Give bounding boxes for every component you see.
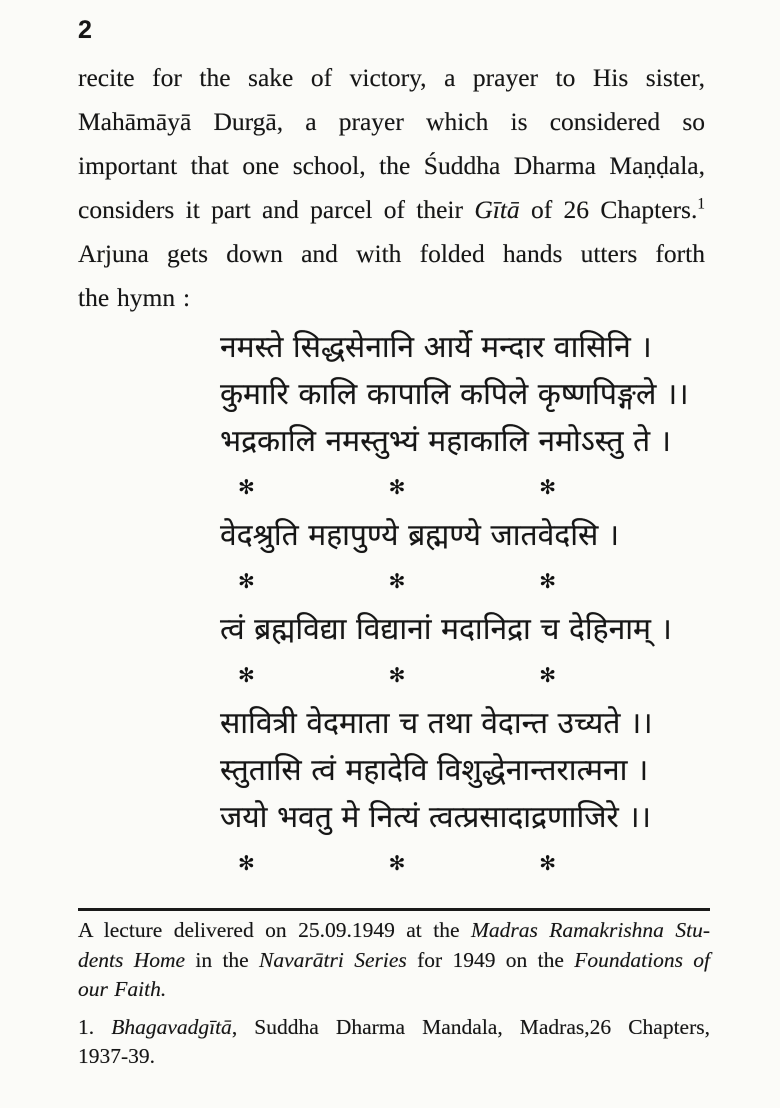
paragraph-line: the hymn : bbox=[78, 283, 191, 312]
asterisk-glyph: ✻ bbox=[238, 474, 255, 499]
page-number: 2 bbox=[78, 16, 93, 44]
footnote-line: our Faith. bbox=[78, 977, 167, 1001]
asterisk-separator-row bbox=[238, 651, 556, 698]
asterisk-glyph: ✻ bbox=[388, 474, 406, 499]
footnote-line: 1. Bhagavadgītā, Suddha Dharma Mandala, Madras,26 Chapters, bbox=[78, 1014, 710, 1039]
sanskrit-verse-line: नमस्ते सिद्धसेनानि आर्ये मन्दार वासिनि । bbox=[220, 330, 652, 365]
asterisk-glyph: ✻ bbox=[539, 850, 556, 875]
asterisk-glyph: ✻ bbox=[238, 568, 255, 593]
lecture-footnote bbox=[78, 916, 710, 1005]
paragraph-line: recite for the sake of victory, a prayer to His sister, bbox=[78, 63, 705, 92]
asterisk-glyph: ✻ bbox=[539, 662, 556, 687]
sanskrit-verse-line: त्वं ब्रह्मविद्या विद्यानां मदानिद्रा च देहिनाम् । bbox=[220, 612, 672, 647]
asterisk-glyph: ✻ bbox=[388, 850, 406, 875]
citation-footnote bbox=[78, 1013, 710, 1072]
sanskrit-verse-line: सावित्री वेदमाता च तथा वेदान्त उच्यते ।। bbox=[220, 706, 653, 741]
sanskrit-verse-line: स्तुतासि त्वं महादेवि विशुद्धेनान्तरात्मना । bbox=[220, 753, 649, 788]
asterisk-separator-row bbox=[238, 839, 556, 886]
footnote-divider bbox=[78, 908, 710, 911]
sanskrit-hymn-block bbox=[220, 322, 689, 886]
paragraph-line: considers it part and parcel of their Gītā of 26 Chapters.$^1$ bbox=[78, 195, 705, 224]
sanskrit-verse-line: कुमारि कालि कापालि कपिले कृष्णपिङ्गले ।। bbox=[220, 377, 689, 412]
asterisk-glyph: ✻ bbox=[238, 662, 255, 687]
footnote-line: dents Home in the Navarātri Series for 1949 on the Foundations of bbox=[78, 947, 710, 972]
asterisk-glyph: ✻ bbox=[539, 568, 556, 593]
intro-paragraph bbox=[78, 56, 705, 320]
asterisk-glyph: ✻ bbox=[238, 850, 255, 875]
asterisk-glyph: ✻ bbox=[388, 568, 406, 593]
sanskrit-verse-line: वेदश्रुति महापुण्ये ब्रह्मण्ये जातवेदसि । bbox=[220, 518, 620, 553]
paragraph-line: Arjuna gets down and with folded hands utters forth bbox=[78, 239, 705, 268]
paragraph-line: Mahāmāyā Durgā, a prayer which is considered so bbox=[78, 107, 705, 136]
sanskrit-verse-line: जयो भवतु मे नित्यं त्वत्प्रसादाद्रणाजिरे ।। bbox=[220, 800, 652, 835]
asterisk-glyph: ✻ bbox=[388, 662, 406, 687]
sanskrit-verse-line: भद्रकालि नमस्तुभ्यं महाकालि नमोऽस्तु ते । bbox=[220, 424, 672, 459]
asterisk-glyph: ✻ bbox=[539, 474, 556, 499]
footnote-line: 1937-39. bbox=[78, 1044, 156, 1068]
asterisk-separator-row bbox=[238, 463, 556, 510]
footnotes-section bbox=[78, 908, 710, 1072]
asterisk-separator-row bbox=[238, 557, 556, 604]
footnote-line: A lecture delivered on 25.09.1949 at the Madras Ramakrishna Stu- bbox=[78, 918, 711, 942]
paragraph-line: important that one school, the Śuddha Dharma Maṇḍala, bbox=[78, 151, 705, 180]
